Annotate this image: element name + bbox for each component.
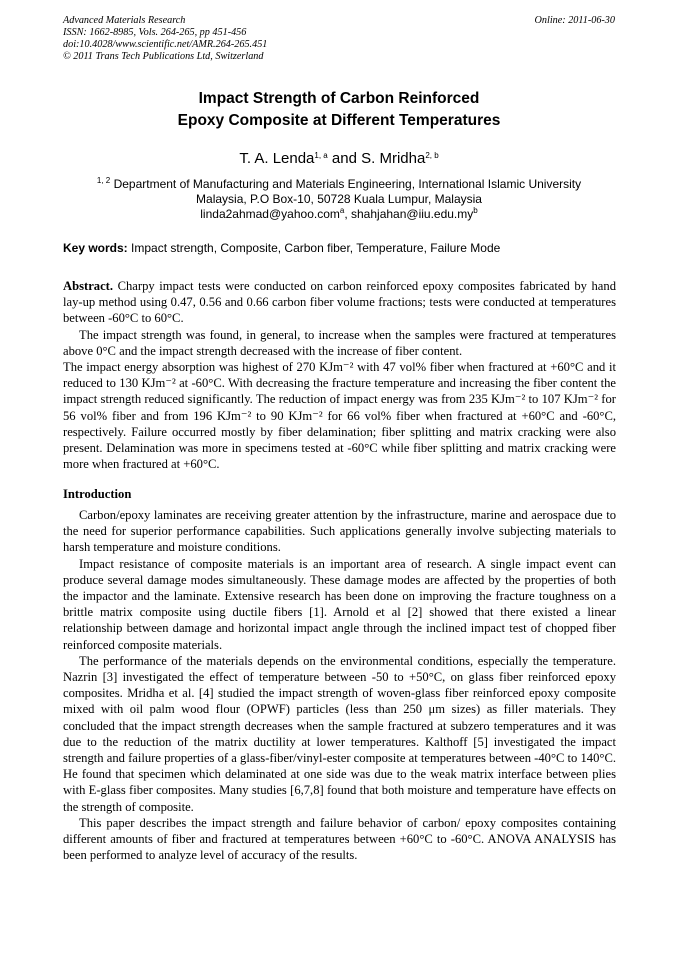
email-link[interactable]: shahjahan@iiu.edu.my — [351, 207, 474, 221]
author-name: and S. Mridha — [327, 150, 426, 167]
paragraph: This paper describes the impact strength and failure behavior of carbon/ epoxy composites containing different amounts of fiber and fractured at temperatures between +60°C to -60°C. ANOVA ANALYSIS has been performed to analyze level of accuracy of the results. — [63, 815, 616, 863]
abstract-paragraph: The impact energy absorption was highest of 270 KJm⁻² with 47 vol% fiber when fractured at +60°C and it reduced to 130 KJm⁻² at -60°C. With decreasing the fracture temperature and increasing the fiber content the impact strength reduced significantly. The reduction of impact energy was from 235 KJm⁻² to 107 KJm⁻² for 56 vol% fiber and from 196 KJm⁻² to 90 KJm⁻² for 66 vol% fiber when fractured at +60°C and -60°C, respectively. Failure occurred mostly by fiber delamination; fiber splitting and matrix cracking were also present. Delamination was more in specimens tested at -60°C while fiber splitting and matrix cracking were more when fractured at +60°C. — [63, 360, 616, 472]
email-sup: b — [473, 206, 478, 215]
paragraph: Carbon/epoxy laminates are receiving greater attention by the infrastructure, marine and aerospace due to the need for superior performance capabilities. Such applications generally involve subjecting materials to harsh temperature and moisture conditions. — [63, 508, 616, 555]
issn: ISSN: 1662-8985, Vols. 264-265, pp 451-456 — [63, 27, 247, 38]
author-sup: 1, a — [314, 151, 328, 160]
section-heading: Introduction — [63, 487, 132, 501]
online-date: Online: 2011-06-30 — [534, 15, 615, 26]
affiliation — [0, 177, 678, 222]
keywords — [63, 241, 500, 255]
email-sup: a — [339, 206, 345, 215]
affil-line: Department of Manufacturing and Materials Engineering, International Islamic University — [113, 177, 582, 191]
title-line: Impact Strength of Carbon Reinforced — [198, 90, 480, 107]
journal-header — [63, 15, 267, 63]
email-link[interactable]: linda2ahmad@yahoo.com — [200, 207, 340, 221]
author-name: T. A. Lenda — [239, 150, 315, 167]
doi: doi:10.4028/www.scientific.net/AMR.264-265.451 — [63, 39, 268, 50]
journal-name: Advanced Materials Research — [63, 15, 186, 26]
abstract — [63, 278, 616, 472]
author-sup: 2, b — [425, 151, 439, 160]
authors — [0, 150, 678, 167]
affil-line: Malaysia, P.O Box-10, 50728 Kuala Lumpur, Malaysia — [196, 192, 482, 206]
abstract-label: Abstract. — [63, 279, 114, 293]
sep: , — [344, 207, 351, 221]
keywords-text: Impact strength, Composite, Carbon fiber, Temperature, Failure Mode — [127, 241, 501, 255]
title-line: Epoxy Composite at Different Temperatures — [177, 112, 501, 129]
abstract-text: Charpy impact tests were conducted on carbon reinforced epoxy composites fabricated by hand lay-up method using 0.47, 0.56 and 0.66 carbon fiber volume fractions; tests were conducted at temperatures between -60°C to 60°C. — [63, 279, 616, 326]
keywords-label: Key words: — [63, 241, 128, 255]
introduction — [63, 507, 616, 863]
paper-title — [0, 88, 678, 132]
copyright: © 2011 Trans Tech Publications Ltd, Switzerland — [63, 51, 264, 62]
affil-sup: 1, 2 — [96, 176, 111, 185]
paragraph: The performance of the materials depends on the environmental conditions, especially the temperature. Nazrin [3] investigated the effect of temperature between -50 to +50°C, on glass fiber reinforced epoxy composites. Mridha et al. [4] studied the impact strength of woven-glass fiber reinforced epoxy composite mixed with oil palm wood flour (OPWF) particles (less than 250 μm sizes) as filler materials. They concluded that the impact strength decreases when the sample fractured at subzero temperatures and it was due to the reduction of the matrix ductility at lower temperatures. Kalthoff [5] investigated the impact strength and failure properties of a glass-fiber/vinyl-ester composite at temperatures between -40°C to 140°C. He found that specimen which delaminated at one side was due to the weak matrix interface between plies with E-glass fiber composites. Many studies [6,7,8] found that both moisture and temperature have effects on the strength of composite. — [63, 653, 616, 814]
abstract-paragraph: The impact strength was found, in general, to increase when the samples were fractured at temperatures above 0°C and the impact strength decreased with the increase of fiber content. — [63, 327, 616, 358]
paragraph: Impact resistance of composite materials is an important area of research. A single impact event can produce several damage modes simultaneously. These damage modes are affected by the properties of both the impactor and the laminate. Extensive research has been done on improving the fracture toughness on a brittle matrix composite using ductile fibers [1]. Arnold et al [2] showed that there existed a linear relationship between damage and horizontal impact angle through the inclined impact test of chopped fiber reinforced composite materials. — [63, 556, 616, 652]
